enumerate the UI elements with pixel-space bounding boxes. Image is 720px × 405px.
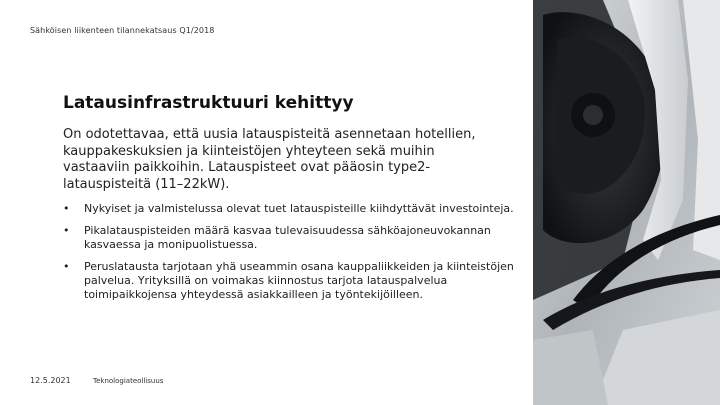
slide-title: Latausinfrastruktuuri kehittyy	[63, 93, 354, 113]
bullet-dot: •	[63, 224, 70, 237]
intro-paragraph: On odotettavaa, että uusia latauspisteitä asennetaan hotellien, kauppakeskuksien ja kiinteistöjen yhteyteen sekä muihin vastaaviin paikkoihin. Latauspisteet ovat pääosin type2-latauspisteitä (11–22kW).	[63, 127, 476, 192]
bullet-item	[63, 202, 523, 216]
bullet-text: Pikalatauspisteiden määrä kasvaa tulevaisuudessa sähköajoneuvokannan kasvaessa ja monipuolistuessa.	[84, 224, 491, 251]
bullet-item	[63, 224, 523, 252]
charging-port-photo	[533, 0, 720, 405]
bullet-text: Nykyiset ja valmistelussa olevat tuet latauspisteille kiihdyttävät investointeja.	[84, 202, 514, 215]
footer-organization: Teknologiateollisuus	[93, 377, 164, 385]
bullet-dot: •	[63, 260, 70, 273]
bullet-text: Peruslatausta tarjotaan yhä useammin osana kauppaliikkeiden ja kiinteistöjen palvelua. Yrityksillä on voimakas kiinnostus tarjota latauspalvelua toimipaikkojensa yhteydessä asiakkailleen ja työntekijöilleen.	[84, 260, 514, 301]
electric-car-charging-port-icon	[533, 0, 720, 405]
header-note: Sähköisen liikenteen tilannekatsaus Q1/2018	[30, 26, 215, 35]
footer-date: 12.5.2021	[30, 376, 71, 385]
bullet-list	[63, 202, 523, 310]
bullet-dot: •	[63, 202, 70, 215]
bullet-item	[63, 260, 523, 302]
